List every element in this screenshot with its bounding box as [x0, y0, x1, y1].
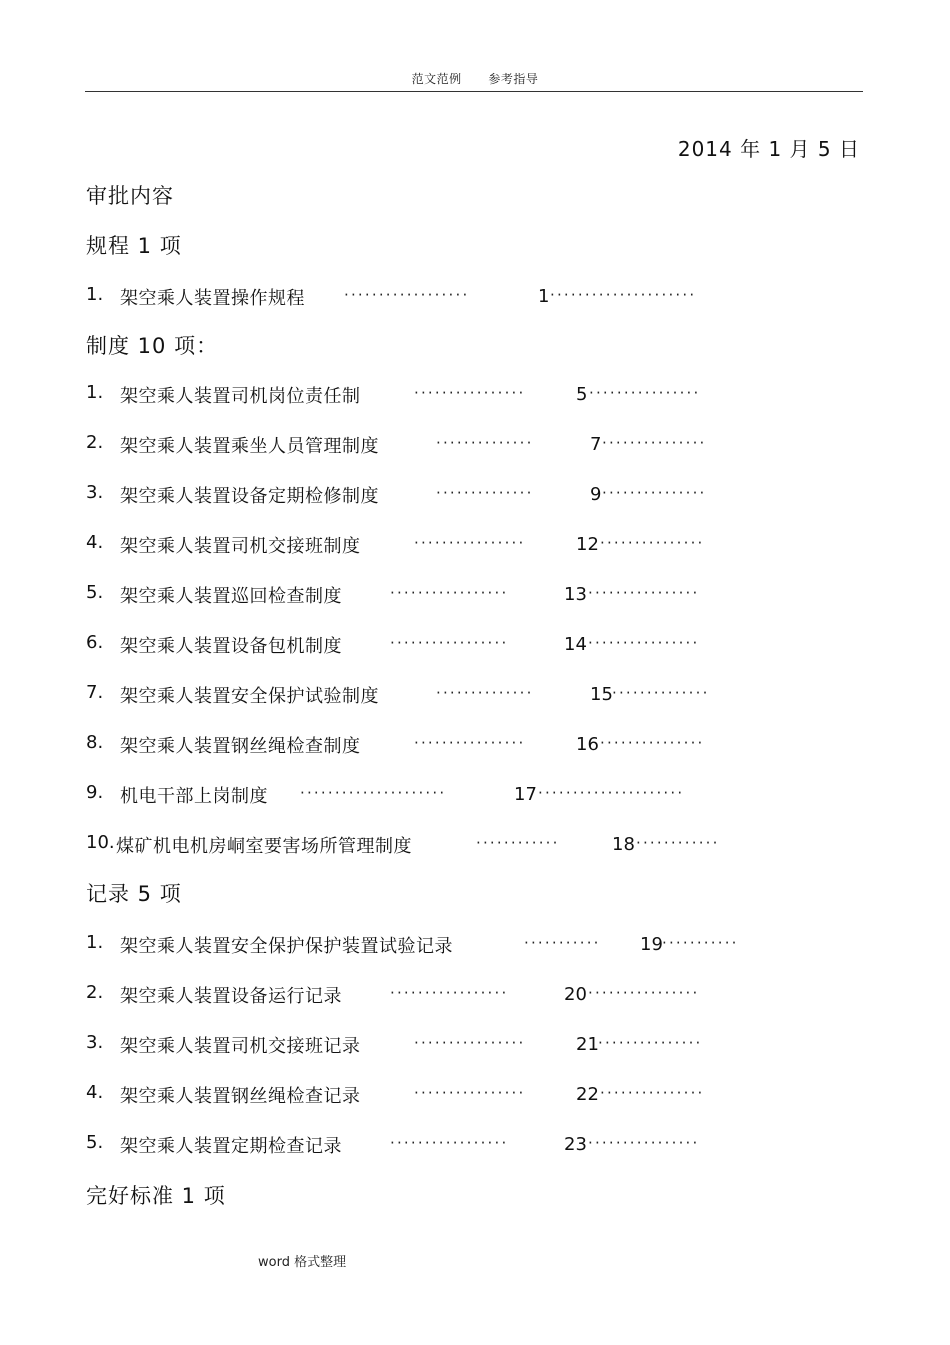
page-footer: word 格式整理	[258, 1255, 347, 1270]
toc-entry-number: 7.	[86, 682, 104, 703]
toc-entry-page: 1	[538, 286, 550, 307]
toc-entry-title: 架空乘人装置操作规程	[120, 288, 305, 309]
toc-entry-title: 架空乘人装置安全保护试验制度	[120, 686, 379, 707]
dot-leader: ·····················	[550, 286, 697, 304]
dot-leader: ················	[589, 384, 701, 402]
toc-entry-system-1[interactable]	[86, 382, 766, 408]
toc-entry-record-5[interactable]	[86, 1132, 766, 1158]
toc-entry-number: 3.	[86, 482, 104, 503]
dot-leader: ···············	[600, 534, 705, 552]
dot-leader: ··············	[436, 484, 534, 502]
dot-leader: ···········	[524, 934, 601, 952]
dot-leader: ···············	[600, 734, 705, 752]
dot-leader: ················	[414, 384, 526, 402]
toc-entry-page: 23	[564, 1134, 587, 1155]
toc-entry-number: 2.	[86, 982, 104, 1003]
toc-entry-number: 1.	[86, 932, 104, 953]
toc-entry-system-9[interactable]	[86, 782, 766, 808]
dot-leader: ···············	[602, 434, 707, 452]
toc-entry-page: 14	[564, 634, 587, 655]
toc-entry-system-8[interactable]	[86, 732, 766, 758]
standards-heading: 完好标准 1 项	[86, 1184, 226, 1208]
toc-entry-page: 21	[576, 1034, 599, 1055]
toc-entry-record-1[interactable]	[86, 932, 766, 958]
dot-leader: ················	[588, 584, 700, 602]
toc-entry-number: 2.	[86, 432, 104, 453]
toc-entry-title: 架空乘人装置钢丝绳检查记录	[120, 1086, 361, 1107]
regulations-heading: 规程 1 项	[86, 234, 182, 258]
toc-entry-page: 13	[564, 584, 587, 605]
toc-entry-page: 22	[576, 1084, 599, 1105]
records-heading: 记录 5 项	[86, 882, 182, 906]
dot-leader: ················	[414, 534, 526, 552]
toc-entry-system-6[interactable]	[86, 632, 766, 658]
toc-entry-system-4[interactable]	[86, 532, 766, 558]
dot-leader: ·················	[390, 584, 509, 602]
toc-entry-system-3[interactable]	[86, 482, 766, 508]
toc-entry-page: 16	[576, 734, 599, 755]
dot-leader: ···············	[598, 1034, 703, 1052]
systems-heading: 制度 10 项：	[86, 334, 219, 358]
toc-entry-system-10[interactable]	[86, 832, 766, 858]
toc-entry-number: 1.	[86, 284, 104, 305]
dot-leader: ···········	[662, 934, 739, 952]
toc-entry-page: 18	[612, 834, 635, 855]
toc-entry-title: 架空乘人装置司机交接班记录	[120, 1036, 361, 1057]
dot-leader: ················	[414, 1034, 526, 1052]
toc-entry-number: 5.	[86, 1132, 104, 1153]
dot-leader: ·················	[390, 984, 509, 1002]
toc-entry-record-3[interactable]	[86, 1032, 766, 1058]
dot-leader: ················	[414, 1084, 526, 1102]
toc-entry-regulation-1[interactable]	[86, 284, 766, 310]
dot-leader: ··············	[436, 434, 534, 452]
toc-entry-page: 9	[590, 484, 602, 505]
document-date: 2014 年 1 月 5 日	[677, 137, 860, 161]
dot-leader: ············	[476, 834, 560, 852]
toc-entry-page: 17	[514, 784, 537, 805]
toc-entry-number: 3.	[86, 1032, 104, 1053]
toc-entry-title: 架空乘人装置巡回检查制度	[120, 586, 342, 607]
header-left-text: 范文范例	[411, 72, 462, 86]
toc-entry-system-2[interactable]	[86, 432, 766, 458]
toc-entry-title: 架空乘人装置司机交接班制度	[120, 536, 361, 557]
dot-leader: ················	[588, 634, 700, 652]
dot-leader: ············	[636, 834, 720, 852]
dot-leader: ·················	[390, 634, 509, 652]
toc-entry-title: 架空乘人装置安全保护保护装置试验记录	[120, 936, 453, 957]
toc-entry-number: 8.	[86, 732, 104, 753]
toc-entry-number: 1.	[86, 382, 104, 403]
dot-leader: ·····················	[538, 784, 685, 802]
toc-entry-title: 架空乘人装置设备运行记录	[120, 986, 342, 1007]
dot-leader: ·····················	[300, 784, 447, 802]
toc-entry-number: 10.	[86, 832, 115, 853]
toc-entry-page: 19	[640, 934, 663, 955]
toc-entry-page: 20	[564, 984, 587, 1005]
dot-leader: ················	[588, 1134, 700, 1152]
toc-entry-record-4[interactable]	[86, 1082, 766, 1108]
toc-entry-title: 架空乘人装置钢丝绳检查制度	[120, 736, 361, 757]
toc-entry-title: 机电干部上岗制度	[120, 786, 268, 807]
toc-entry-title: 架空乘人装置司机岗位责任制	[120, 386, 361, 407]
dot-leader: ················	[588, 984, 700, 1002]
toc-entry-title: 煤矿机电机房峒室要害场所管理制度	[116, 836, 412, 857]
dot-leader: ··················	[344, 286, 470, 304]
toc-entry-title: 架空乘人装置设备定期检修制度	[120, 486, 379, 507]
dot-leader: ·················	[390, 1134, 509, 1152]
toc-entry-title: 架空乘人装置定期检查记录	[120, 1136, 342, 1157]
toc-entry-number: 6.	[86, 632, 104, 653]
toc-entry-title: 架空乘人装置乘坐人员管理制度	[120, 436, 379, 457]
dot-leader: ···············	[602, 484, 707, 502]
dot-leader: ··············	[612, 684, 710, 702]
toc-entry-page: 15	[590, 684, 613, 705]
approval-heading: 审批内容	[86, 184, 174, 208]
dot-leader: ···············	[600, 1084, 705, 1102]
header-rule	[85, 91, 863, 92]
toc-entry-number: 5.	[86, 582, 104, 603]
toc-entry-title: 架空乘人装置设备包机制度	[120, 636, 342, 657]
toc-entry-page: 12	[576, 534, 599, 555]
page-header	[0, 70, 950, 87]
header-right-text: 参考指导	[488, 72, 539, 86]
toc-entry-system-5[interactable]	[86, 582, 766, 608]
toc-entry-number: 4.	[86, 532, 104, 553]
toc-entry-system-7[interactable]	[86, 682, 766, 708]
toc-entry-number: 9.	[86, 782, 104, 803]
toc-entry-page: 5	[576, 384, 588, 405]
dot-leader: ··············	[436, 684, 534, 702]
toc-entry-record-2[interactable]	[86, 982, 766, 1008]
toc-entry-number: 4.	[86, 1082, 104, 1103]
toc-entry-page: 7	[590, 434, 602, 455]
dot-leader: ················	[414, 734, 526, 752]
